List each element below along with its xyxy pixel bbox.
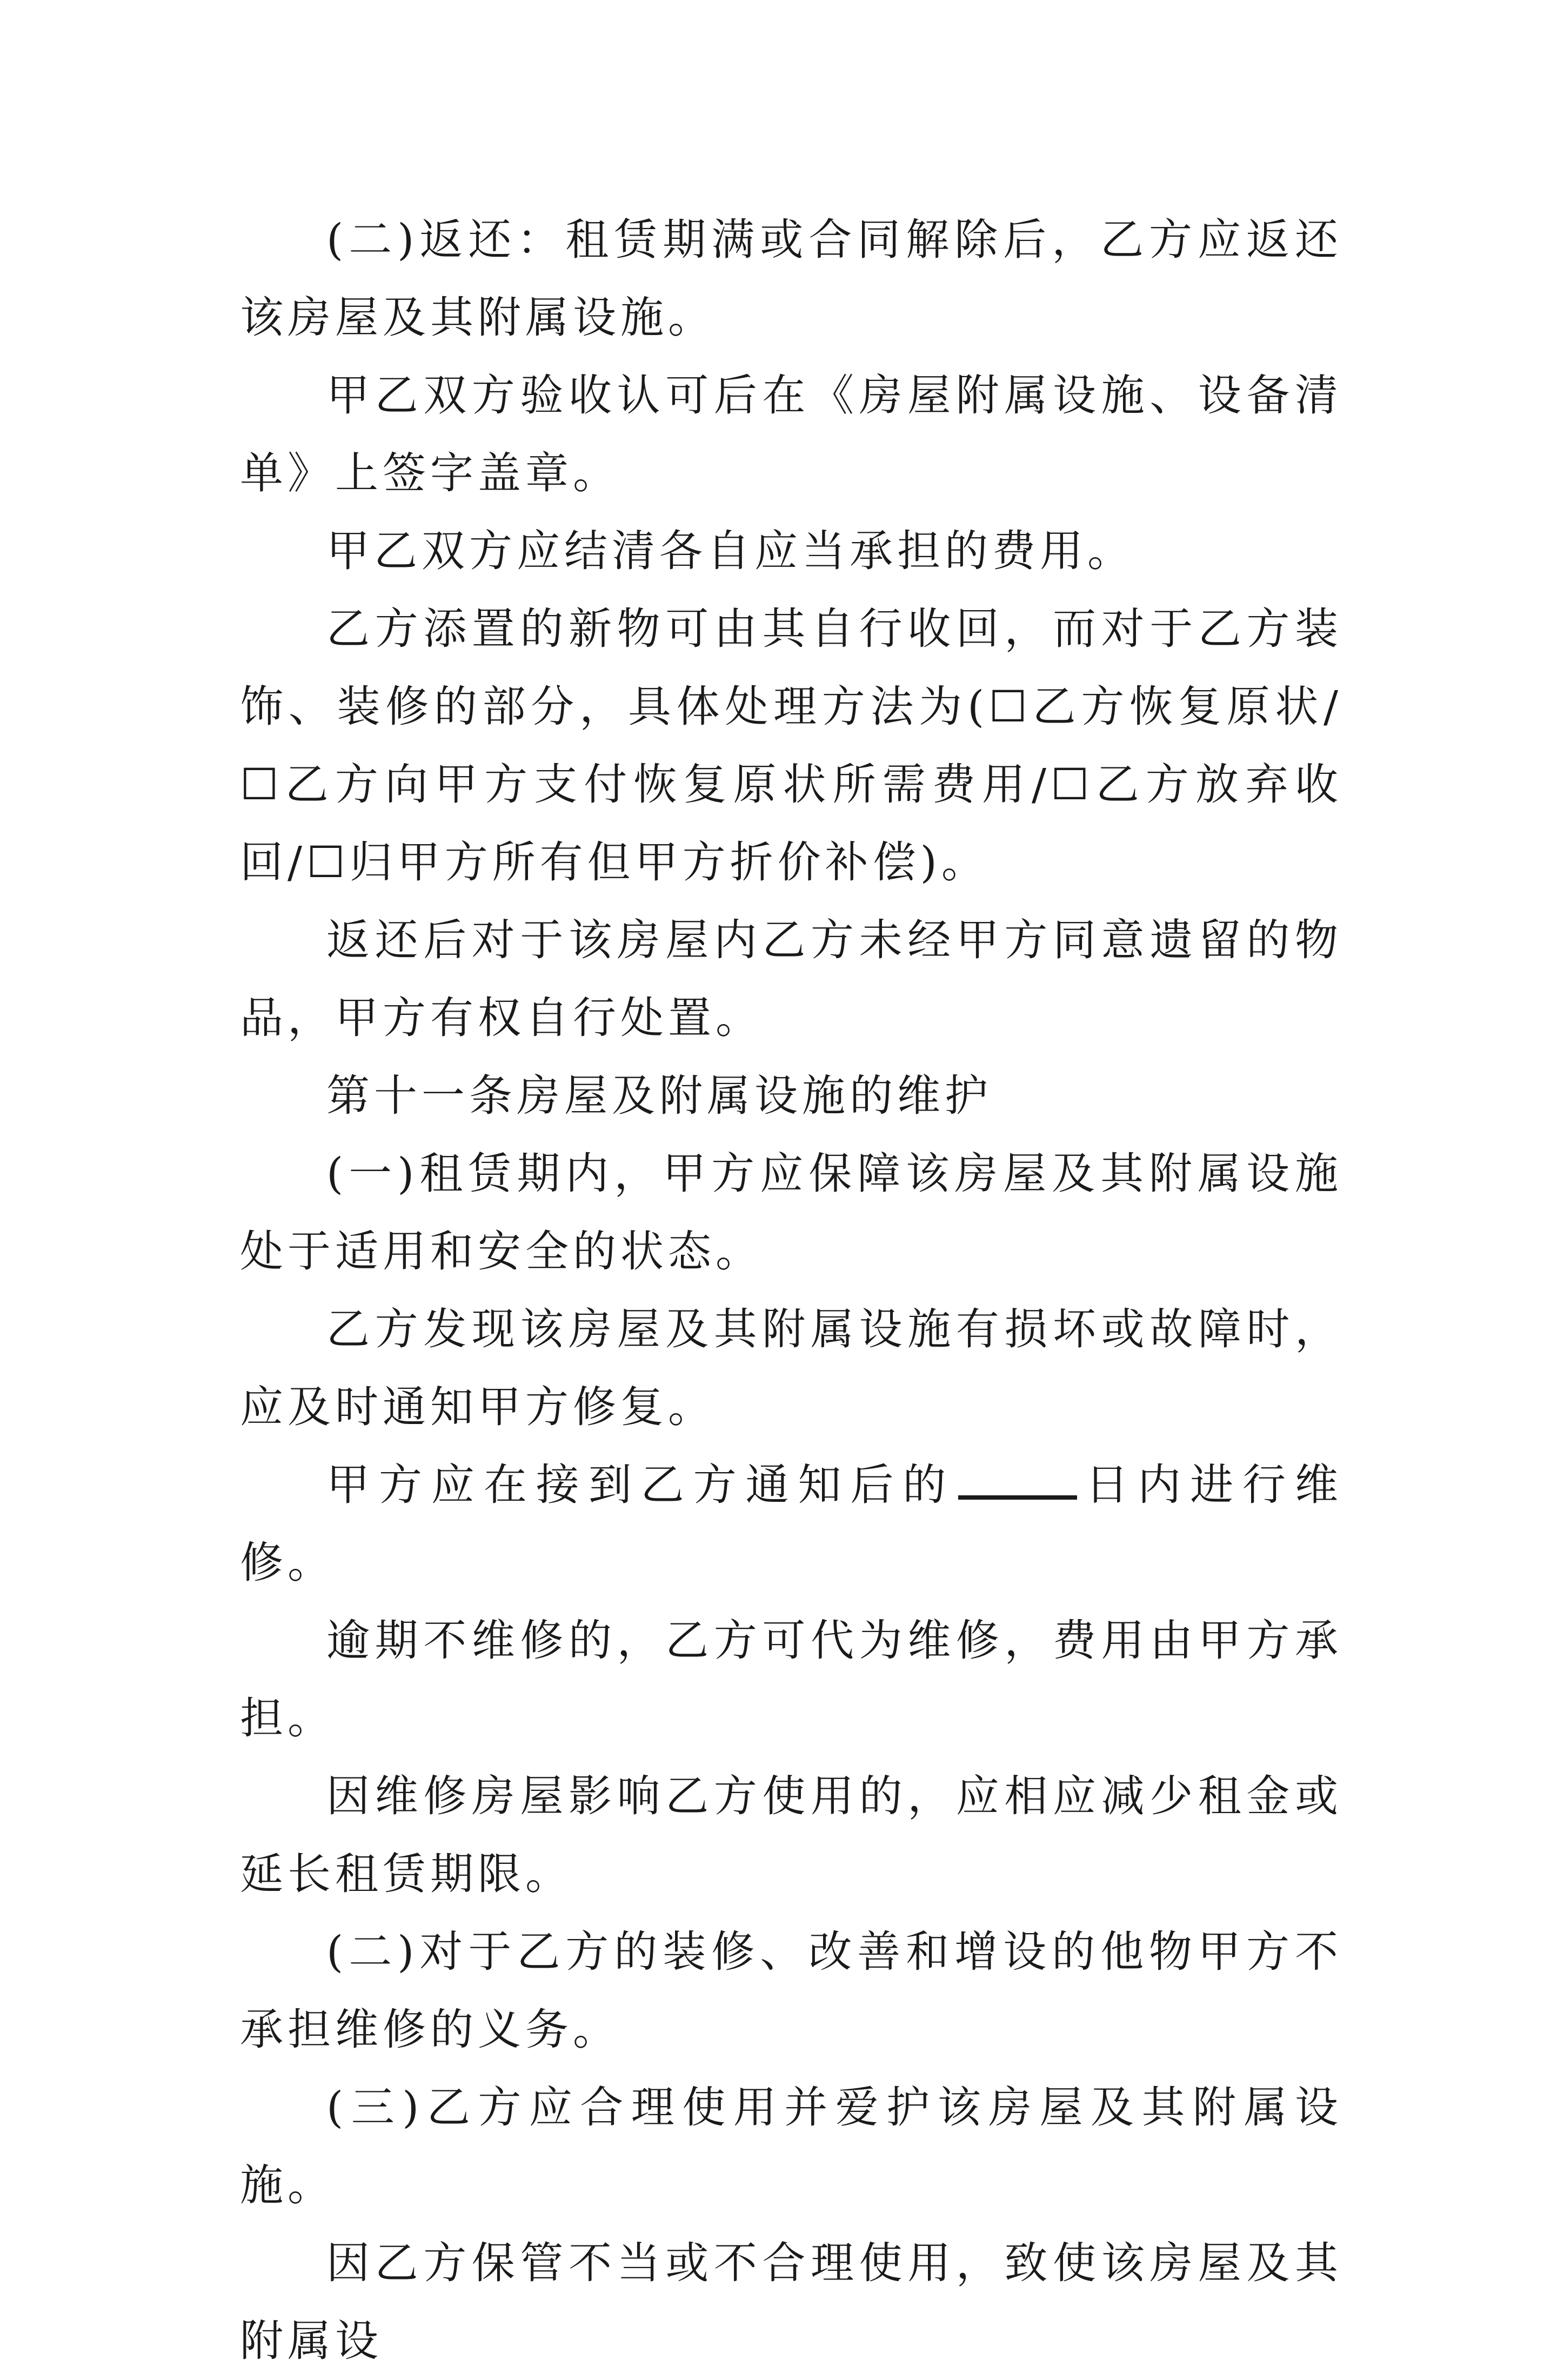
paragraph-decoration-handling: 乙方添置的新物可由其自行收回，而对于乙方装饰、装修的部分，具体处理方法为(☐乙方恢复原状/☐乙方向甲方支付恢复原状所需费用/☐乙方放弃收回/☐归甲方所有但甲方折价补偿)。 <box>240 604 1342 887</box>
paragraph-overdue-repair: 逾期不维修的，乙方可代为维修，费用由甲方承担。 <box>240 1615 1342 1743</box>
paragraph-inspection-sign: 甲乙双方验收认可后在《房屋附属设施、设备清单》上签字盖章。 <box>240 370 1342 498</box>
paragraph-repair-deadline <box>240 1446 1342 1602</box>
paragraph-landlord-maintenance: (一)租赁期内，甲方应保障该房屋及其附属设施处于适用和安全的状态。 <box>240 1148 1342 1276</box>
document-body <box>240 201 1342 2380</box>
paragraph-reasonable-use: (三)乙方应合理使用并爱护该房屋及其附属设施。 <box>240 2082 1342 2210</box>
paragraph-return-clause: (二)返还：租赁期满或合同解除后，乙方应返还该房屋及其附属设施。 <box>240 215 1342 343</box>
repair-days-blank <box>958 1491 1077 1500</box>
paragraph-left-items: 返还后对于该房屋内乙方未经甲方同意遗留的物品，甲方有权自行处置。 <box>240 915 1342 1043</box>
repair-deadline-prefix: 甲方应在接到乙方通知后的 <box>326 1460 955 1510</box>
paragraph-settle-fees: 甲乙双方应结清各自应当承担的费用。 <box>326 526 1135 576</box>
paragraph-notify-damage: 乙方发现该房屋及其附属设施有损坏或故障时，应及时通知甲方修复。 <box>240 1304 1342 1432</box>
paragraph-improper-use: 因乙方保管不当或不合理使用，致使该房屋及其附属设 <box>240 2238 1342 2366</box>
article-11-heading: 第十一条房屋及附属设施的维护 <box>326 1071 992 1121</box>
paragraph-rent-reduction: 因维修房屋影响乙方使用的，应相应减少租金或延长租赁期限。 <box>240 1771 1342 1899</box>
repair-deadline-suffix: 日内进行维修。 <box>240 1460 1343 1588</box>
paragraph-tenant-improvements: (二)对于乙方的装修、改善和增设的他物甲方不承担维修的义务。 <box>240 1927 1342 2055</box>
